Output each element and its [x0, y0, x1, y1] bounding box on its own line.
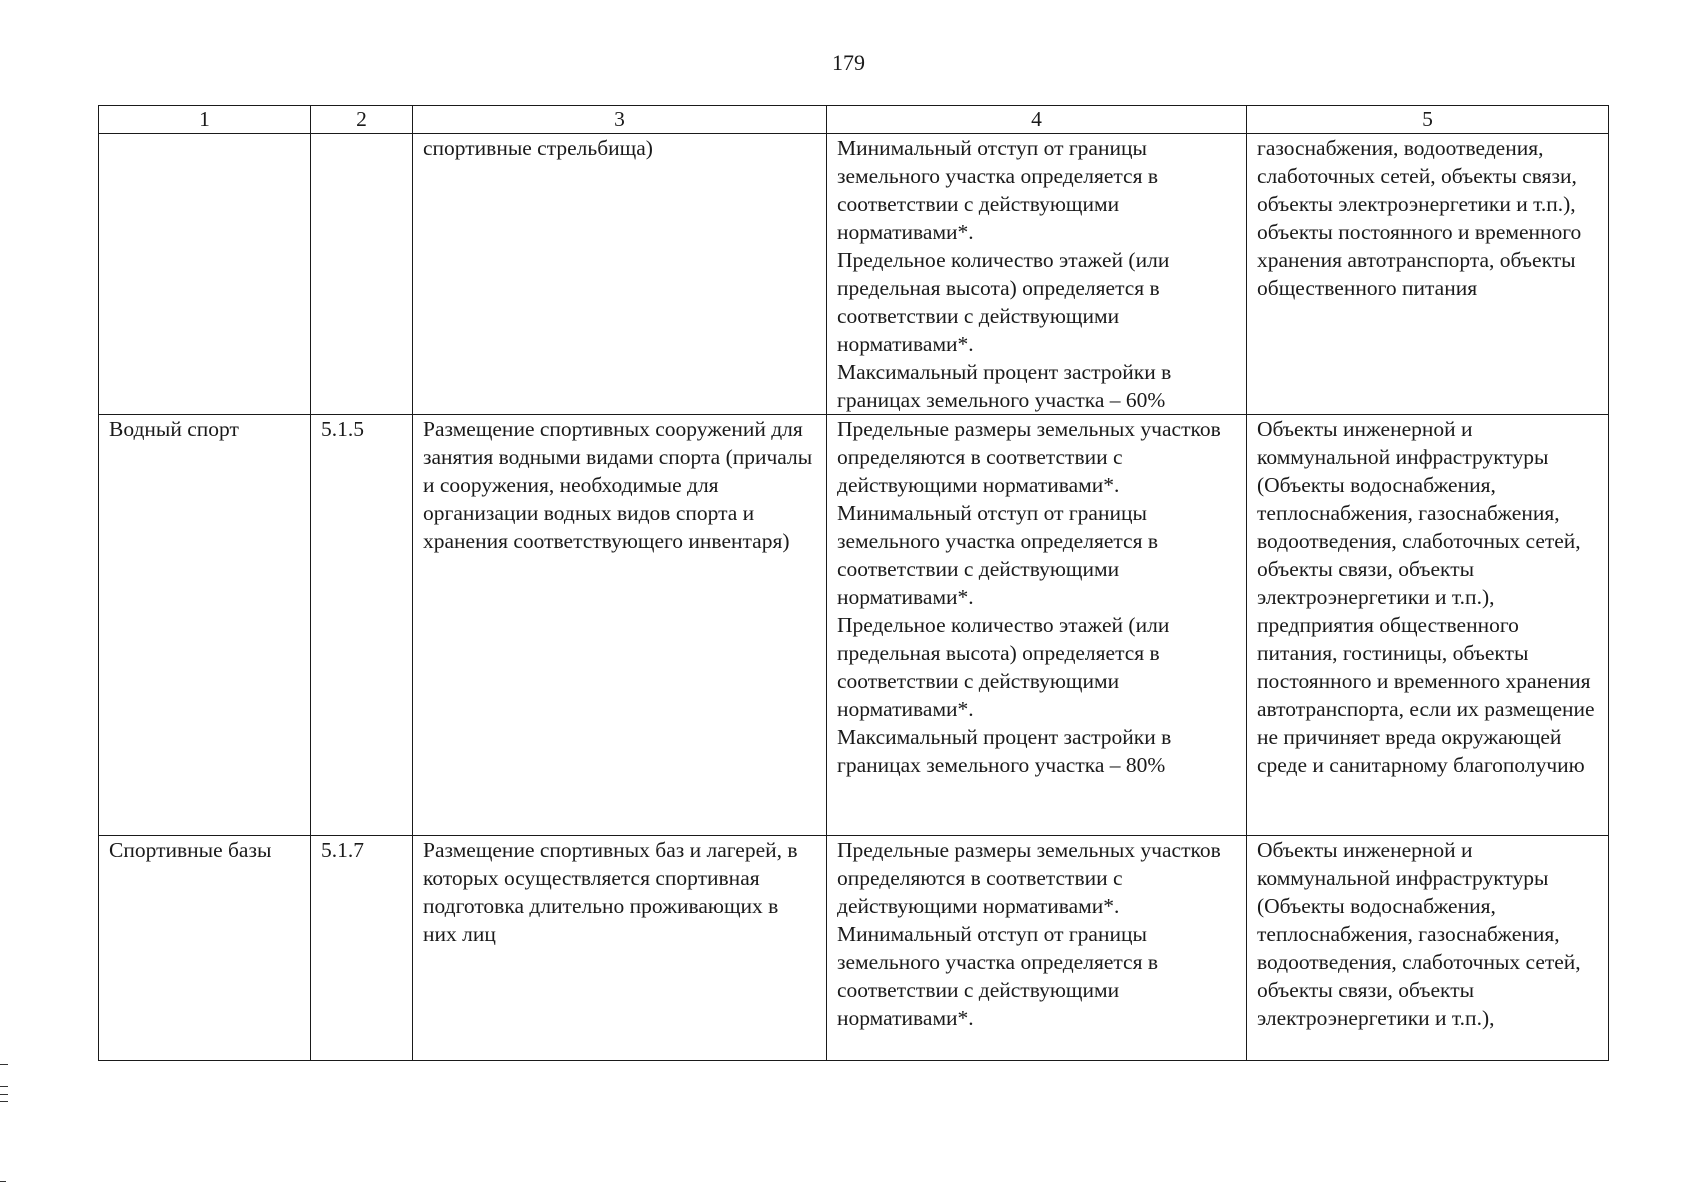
table-row: [99, 134, 1609, 415]
use-type-name-cell: Спортивные базы: [99, 836, 311, 1061]
scan-edge-mark: [0, 1086, 8, 1087]
page-number: 179: [832, 50, 865, 75]
parameters-cell: Предельные размеры земельных участков определяются в соответствии с действующими нормативами*. Минимальный отступ от границы земельного участка определяется в соответствии с действующими нормативами*.: [827, 836, 1247, 1061]
use-type-code-cell: 5.1.7: [311, 836, 413, 1061]
scan-edge-mark: [0, 1101, 8, 1102]
use-type-description-cell: спортивные стрельбища): [413, 134, 827, 415]
scan-edge-mark: [0, 1064, 8, 1065]
auxiliary-uses-cell: Объекты инженерной и коммунальной инфраструктуры (Объекты водоснабжения, теплоснабжения, газоснабжения, водоотведения, слаботочных сетей, объекты связи, объекты электроэнергетики и т.п.),: [1247, 836, 1609, 1061]
table-row: [99, 415, 1609, 836]
land-use-table: [98, 105, 1609, 1061]
scan-edge-mark: [0, 1094, 8, 1095]
table-row: [99, 836, 1609, 1061]
parameters-cell: Предельные размеры земельных участков определяются в соответствии с действующими нормативами*. Минимальный отступ от границы земельного участка определяется в соответствии с действующими нормативами*. Предельное количество этажей (или предельная высота) определяется в соответствии с действующими нормативами*. Максимальный процент застройки в границах земельного участка – 80%: [827, 415, 1247, 836]
use-type-code-cell: [311, 134, 413, 415]
use-type-name-cell: Водный спорт: [99, 415, 311, 836]
column-header-2: 2: [311, 106, 413, 134]
use-type-description-cell: Размещение спортивных сооружений для занятия водными видами спорта (причалы и сооружения, необходимые для организации водных видов спорта и хранения соответствующего инвентаря): [413, 415, 827, 836]
use-type-name-cell: [99, 134, 311, 415]
auxiliary-uses-cell: Объекты инженерной и коммунальной инфраструктуры (Объекты водоснабжения, теплоснабжения, газоснабжения, водоотведения, слаботочных сетей, объекты связи, объекты электроэнергетики и т.п.), предприятия общественного питания, гостиницы, объекты постоянного и временного хранения автотранспорта, если их размещение не причиняет вреда окружающей среде и санитарному благополучию: [1247, 415, 1609, 836]
column-header-3: 3: [413, 106, 827, 134]
auxiliary-uses-cell: газоснабжения, водоотведения, слаботочных сетей, объекты связи, объекты электроэнергетики и т.п.), объекты постоянного и временного хранения автотранспорта, объекты общественного питания: [1247, 134, 1609, 415]
table-header-row: [99, 106, 1609, 134]
column-header-5: 5: [1247, 106, 1609, 134]
scan-edge-mark: [0, 1181, 6, 1182]
column-header-4: 4: [827, 106, 1247, 134]
column-header-1: 1: [99, 106, 311, 134]
use-type-description-cell: Размещение спортивных баз и лагерей, в которых осуществляется спортивная подготовка длительно проживающих в них лиц: [413, 836, 827, 1061]
parameters-cell: Минимальный отступ от границы земельного участка определяется в соответствии с действующими нормативами*. Предельное количество этажей (или предельная высота) определяется в соответствии с действующими нормативами*. Максимальный процент застройки в границах земельного участка – 60%: [827, 134, 1247, 415]
use-type-code-cell: 5.1.5: [311, 415, 413, 836]
